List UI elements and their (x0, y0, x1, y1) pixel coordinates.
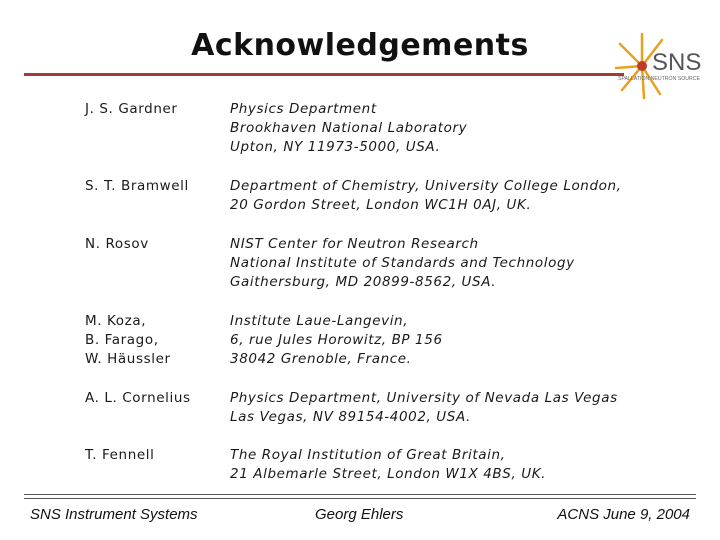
person-names (85, 389, 225, 408)
footer-author: Georg Ehlers (315, 506, 404, 523)
affiliation-line: Physics Department (230, 101, 377, 117)
affiliation-line: Upton, NY 11973-5000, USA. (230, 139, 441, 155)
person-name: J. S. Gardner (85, 101, 178, 117)
affiliation-line: Department of Chemistry, University College London, (230, 178, 622, 194)
affiliation (230, 100, 710, 157)
person-names (85, 312, 225, 369)
affiliation-line: National Institute of Standards and Technology (230, 255, 575, 271)
affiliation-line: Las Vegas, NV 89154-4002, USA. (230, 409, 471, 425)
affiliation (230, 235, 710, 292)
person-name: S. T. Bramwell (85, 178, 189, 194)
affiliation (230, 177, 710, 215)
affiliation-line: NIST Center for Neutron Research (230, 236, 479, 252)
person-name: N. Rosov (85, 236, 149, 252)
affiliation-line: 20 Gordon Street, London WC1H 0AJ, UK. (230, 197, 532, 213)
person-name: W. Häussler (85, 351, 171, 367)
person-name: T. Fennell (85, 447, 155, 463)
affiliation-line: Institute Laue-Langevin, (230, 313, 409, 329)
person-name: M. Koza, (85, 313, 147, 329)
affiliation-line: 38042 Grenoble, France. (230, 351, 412, 367)
affiliation-line: The Royal Institution of Great Britain, (230, 447, 506, 463)
person-name: A. L. Cornelius (85, 390, 191, 406)
footer-conference-date: ACNS June 9, 2004 (557, 506, 690, 523)
person-names (85, 446, 225, 465)
footer-organization: SNS Instrument Systems (30, 506, 198, 523)
affiliation (230, 446, 710, 484)
person-names (85, 177, 225, 196)
page-title: Acknowledgements (191, 28, 529, 63)
affiliation (230, 312, 710, 369)
logo-tagline: SPALLATION NEUTRON SOURCE (618, 76, 700, 82)
person-name: B. Farago, (85, 332, 159, 348)
affiliation-line: Gaithersburg, MD 20899-8562, USA. (230, 274, 497, 290)
logo-text: SNS (652, 49, 702, 76)
affiliation-line: 6, rue Jules Horowitz, BP 156 (230, 332, 443, 348)
affiliation-line: Brookhaven National Laboratory (230, 120, 468, 136)
affiliation-line: Physics Department, University of Nevada Las Vegas (230, 390, 618, 406)
affiliation (230, 389, 710, 427)
sns-logo (612, 28, 712, 102)
affiliation-line: 21 Albemarle Street, London W1X 4BS, UK. (230, 466, 547, 482)
person-names (85, 100, 225, 119)
footer-divider (24, 494, 696, 499)
person-names (85, 235, 225, 254)
title-underline (24, 73, 624, 76)
